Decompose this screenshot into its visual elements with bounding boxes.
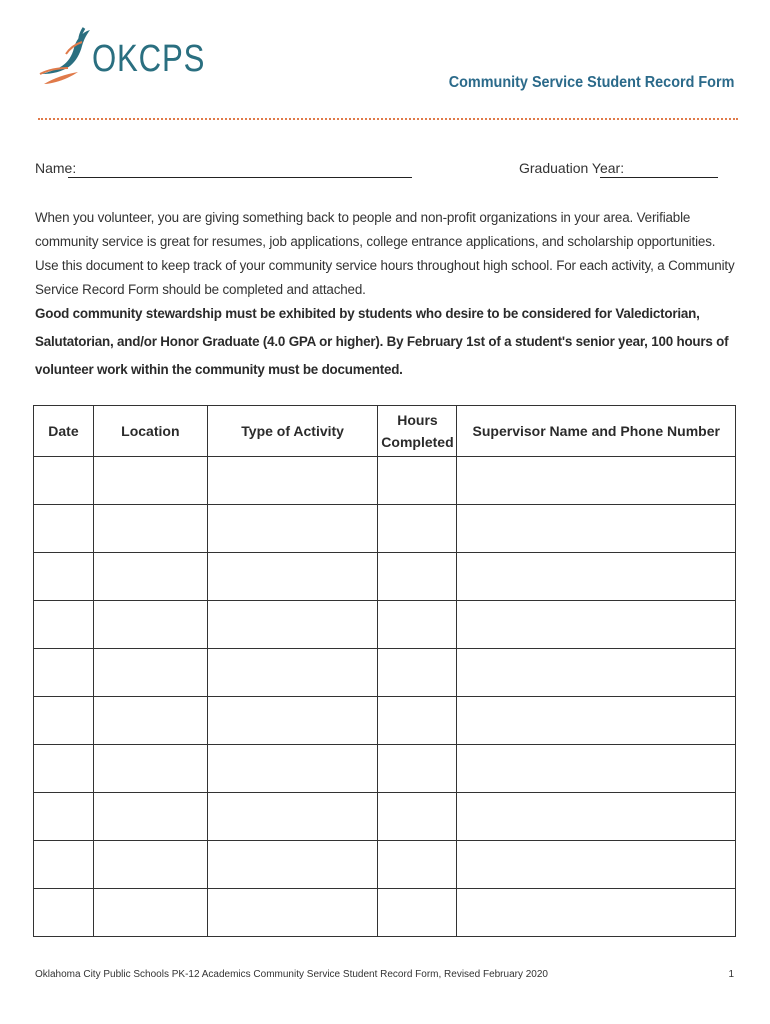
activity-cell[interactable] [207, 745, 378, 793]
activity-cell[interactable] [207, 601, 378, 649]
activity-cell[interactable] [207, 841, 378, 889]
hours-cell[interactable] [378, 505, 457, 553]
intro-paragraph: When you volunteer, you are giving something back to people and non-profit organizations in your area. Verifiable community service is great for resumes, job applications, college entrance applications, and scholarship opportunities. Use this document to keep track of your community service hours throughout high school. For each activity, a Community Service Record Form should be completed and attached. [35, 210, 735, 297]
date-cell[interactable] [34, 841, 94, 889]
footer-text: Oklahoma City Public Schools PK-12 Academics Community Service Student Record Form, Revised February 2020 [35, 969, 548, 980]
supervisor-cell[interactable] [457, 745, 736, 793]
header-date: Date [34, 406, 94, 457]
location-cell[interactable] [93, 553, 207, 601]
date-cell[interactable] [34, 601, 94, 649]
requirement-paragraph: Good community stewardship must be exhibited by students who desire to be considered for Valedictorian, Salutatorian, and/or Honor Graduate (4.0 GPA or higher). By February 1st of a student's senior year, 100 hours of volunteer work within the community must be documented. [35, 306, 729, 377]
okcps-logo [38, 26, 218, 90]
name-field[interactable] [68, 177, 412, 178]
location-cell[interactable] [93, 505, 207, 553]
hours-cell[interactable] [378, 553, 457, 601]
table-header-row [34, 406, 736, 457]
hours-cell[interactable] [378, 649, 457, 697]
date-cell[interactable] [34, 697, 94, 745]
date-cell[interactable] [34, 553, 94, 601]
table-row [34, 553, 736, 601]
table-row [34, 601, 736, 649]
table-row [34, 505, 736, 553]
activity-cell[interactable] [207, 793, 378, 841]
supervisor-cell[interactable] [457, 889, 736, 937]
header-type-of-activity: Type of Activity [207, 406, 378, 457]
supervisor-cell[interactable] [457, 601, 736, 649]
hours-cell[interactable] [378, 745, 457, 793]
logo-text: OKCPS [92, 38, 206, 80]
activity-cell[interactable] [207, 697, 378, 745]
location-cell[interactable] [93, 841, 207, 889]
page-number: 1 [728, 969, 734, 980]
activity-cell[interactable] [207, 889, 378, 937]
supervisor-cell[interactable] [457, 649, 736, 697]
hours-cell[interactable] [378, 457, 457, 505]
activity-cell[interactable] [207, 505, 378, 553]
header-hours-completed: Hours Completed [378, 406, 457, 457]
location-cell[interactable] [93, 745, 207, 793]
table-row [34, 745, 736, 793]
supervisor-cell[interactable] [457, 793, 736, 841]
graduation-year-field[interactable] [600, 177, 718, 178]
date-cell[interactable] [34, 649, 94, 697]
location-cell[interactable] [93, 601, 207, 649]
location-cell[interactable] [93, 697, 207, 745]
supervisor-cell[interactable] [457, 553, 736, 601]
supervisor-cell[interactable] [457, 841, 736, 889]
hours-cell[interactable] [378, 601, 457, 649]
location-cell[interactable] [93, 457, 207, 505]
bird-logo-icon [38, 26, 98, 90]
supervisor-cell[interactable] [457, 457, 736, 505]
date-cell[interactable] [34, 505, 94, 553]
header-supervisor: Supervisor Name and Phone Number [457, 406, 736, 457]
activity-cell[interactable] [207, 649, 378, 697]
date-cell[interactable] [34, 457, 94, 505]
activity-cell[interactable] [207, 553, 378, 601]
hours-cell[interactable] [378, 697, 457, 745]
form-title: Community Service Student Record Form [448, 74, 734, 91]
activity-cell[interactable] [207, 457, 378, 505]
table-row [34, 889, 736, 937]
date-cell[interactable] [34, 889, 94, 937]
supervisor-cell[interactable] [457, 505, 736, 553]
date-cell[interactable] [34, 745, 94, 793]
hours-cell[interactable] [378, 793, 457, 841]
hours-cell[interactable] [378, 841, 457, 889]
graduation-year-label: Graduation Year: [519, 160, 625, 176]
location-cell[interactable] [93, 793, 207, 841]
table-row [34, 649, 736, 697]
hours-cell[interactable] [378, 889, 457, 937]
location-cell[interactable] [93, 889, 207, 937]
supervisor-cell[interactable] [457, 697, 736, 745]
table-row [34, 697, 736, 745]
dotted-divider [38, 118, 738, 120]
service-record-table [33, 405, 736, 937]
header-location: Location [93, 406, 207, 457]
table-row [34, 793, 736, 841]
location-cell[interactable] [93, 649, 207, 697]
name-label: Name: [35, 160, 77, 176]
table-row [34, 841, 736, 889]
date-cell[interactable] [34, 793, 94, 841]
table-row [34, 457, 736, 505]
